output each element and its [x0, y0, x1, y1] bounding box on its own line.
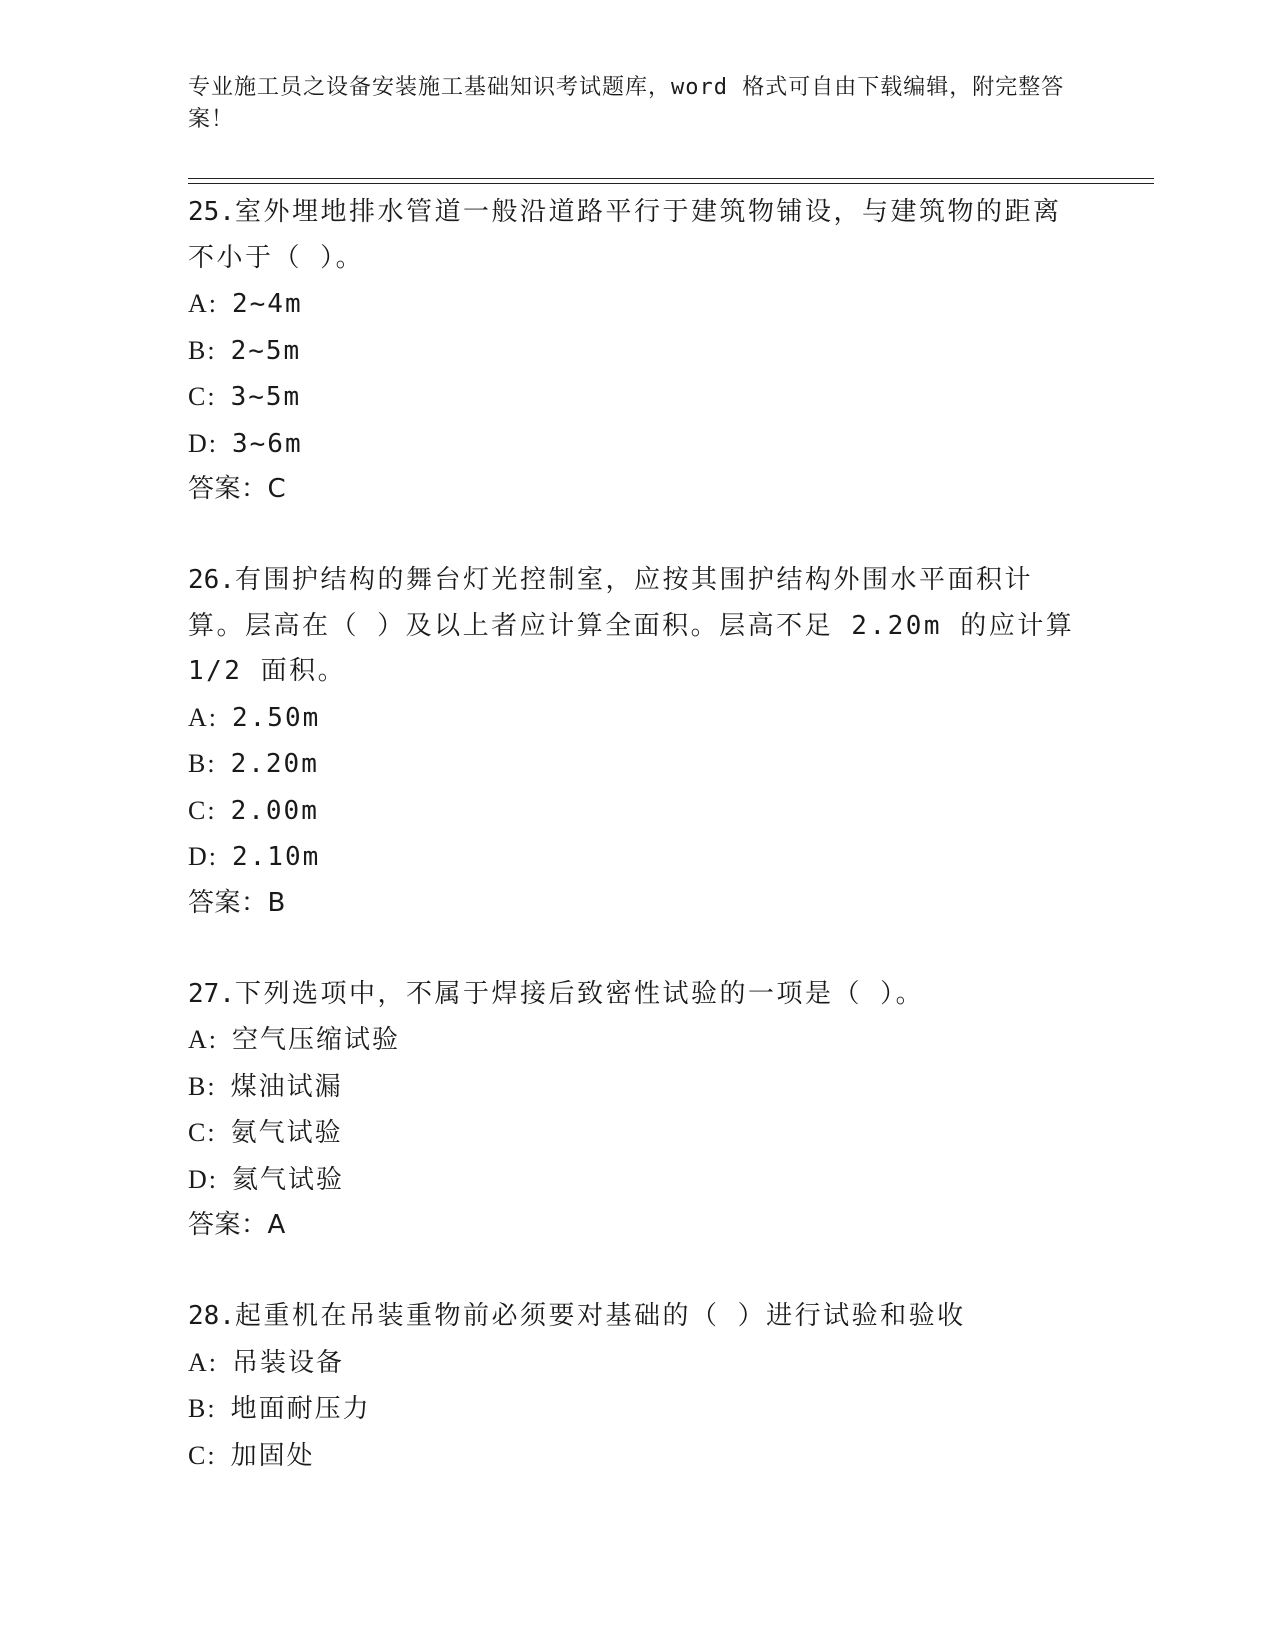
option-value: 2~4m	[232, 289, 303, 319]
option-key: A:	[188, 702, 218, 732]
header-divider-bottom	[188, 183, 1154, 184]
question-text: 室外埋地排水管道一般沿道路平行于建筑物铺设，与建筑物的距离不小于（ ）。	[188, 197, 1062, 273]
option-key: A:	[188, 1347, 218, 1377]
option-key: A:	[188, 1025, 218, 1054]
answer-line: 答案：C	[188, 474, 287, 504]
question-list	[188, 190, 1088, 1526]
header-divider-top	[188, 178, 1154, 179]
option-key: D:	[188, 1164, 218, 1194]
question-item	[188, 190, 1088, 511]
option-d	[188, 421, 1088, 468]
option-value: 地面耐压力	[230, 1394, 371, 1424]
option-c	[188, 788, 1088, 835]
option-key: B:	[188, 1071, 217, 1101]
option-key: D:	[188, 428, 218, 458]
question-stem	[188, 1294, 1088, 1340]
option-key: B:	[188, 1394, 217, 1423]
question-item	[188, 558, 1088, 925]
option-b	[188, 328, 1088, 375]
option-a	[188, 1017, 1088, 1064]
option-c	[188, 1433, 1088, 1480]
option-d	[188, 1157, 1088, 1204]
question-text: 下列选项中，不属于焊接后致密性试验的一项是（ ）。	[234, 978, 925, 1009]
option-value: 氨气试验	[230, 1118, 343, 1148]
question-number: 28.	[188, 1301, 235, 1331]
option-value: 加固处	[230, 1440, 315, 1471]
option-value: 3~6m	[232, 428, 303, 459]
option-value: 2~5m	[230, 335, 302, 366]
option-c	[188, 1110, 1088, 1157]
option-value: 2.20m	[230, 749, 319, 779]
option-key: C:	[188, 1440, 217, 1470]
option-key: B:	[188, 335, 217, 365]
question-text: 起重机在吊装重物前必须要对基础的（ ）进行试验和验收	[234, 1301, 966, 1331]
option-key: A:	[188, 289, 218, 318]
question-stem	[188, 190, 1088, 281]
option-key: C:	[188, 1118, 217, 1147]
option-value: 2.10m	[232, 842, 321, 872]
option-a	[188, 281, 1088, 328]
answer-line: 答案：A	[188, 1210, 286, 1240]
option-key: C:	[188, 795, 217, 825]
question-number: 27.	[188, 978, 235, 1009]
option-b	[188, 1386, 1088, 1433]
answer-line: 答案：B	[188, 887, 286, 918]
question-text: 有围护结构的舞台灯光控制室，应按其围护结构外围水平面积计算。层高在（ ）及以上者应计算全面积。层高不足 2.20m 的应计算 1/2 面积。	[188, 565, 1075, 686]
question-stem	[188, 972, 1088, 1018]
option-value: 2.50m	[232, 702, 321, 733]
question-item	[188, 1294, 1088, 1479]
question-number: 25.	[188, 197, 235, 227]
option-value: 2.00m	[230, 795, 319, 826]
option-b	[188, 741, 1088, 788]
option-value: 吊装设备	[232, 1347, 345, 1378]
question-number: 26.	[188, 565, 235, 595]
document-header: 专业施工员之设备安装施工基础知识考试题库，word 格式可自由下载编辑，附完整答案！	[188, 75, 1065, 132]
option-a	[188, 1340, 1088, 1387]
option-value: 3~5m	[230, 382, 302, 412]
option-b	[188, 1064, 1088, 1111]
option-value: 煤油试漏	[230, 1071, 343, 1102]
option-value: 空气压缩试验	[232, 1025, 401, 1055]
question-item	[188, 972, 1088, 1248]
option-key: B:	[188, 749, 217, 778]
option-key: D:	[188, 842, 218, 871]
option-d	[188, 834, 1088, 881]
option-c	[188, 374, 1088, 421]
option-value: 氦气试验	[232, 1164, 345, 1195]
question-stem	[188, 558, 1088, 695]
option-key: C:	[188, 382, 217, 411]
option-a	[188, 695, 1088, 742]
